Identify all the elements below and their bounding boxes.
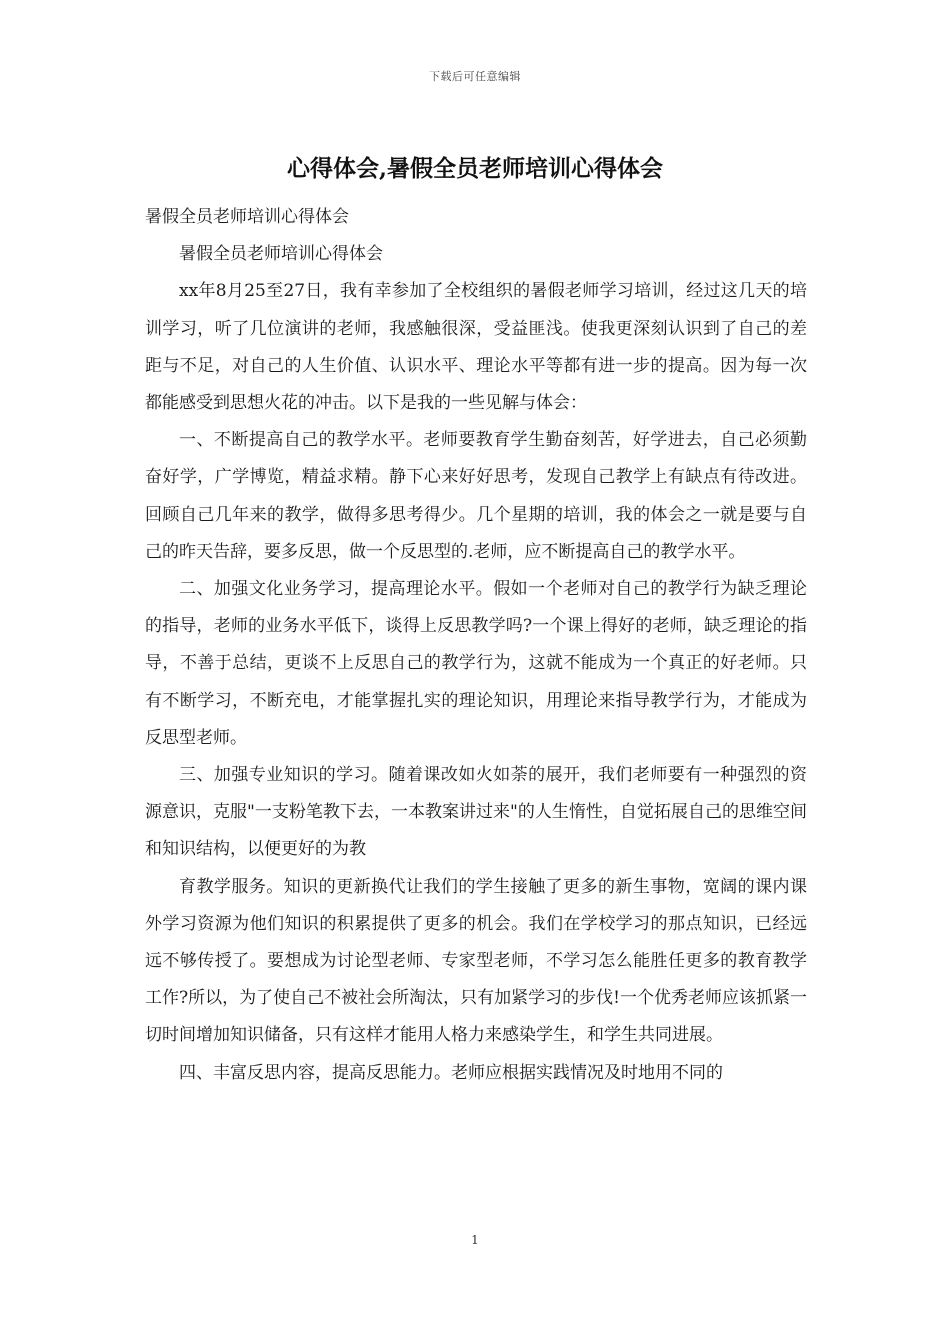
subtitle-paragraph: 暑假全员老师培训心得体会: [145, 207, 349, 227]
body-paragraph: 二、加强文化业务学习，提高理论水平。假如一个老师对自己的教学行为缺乏理论的指导，老师的业务水平低下，谈得上反思教学吗?一个课上得好的老师，缺乏理论的指导，不善于总结，更谈不上反思自己的教学行为，这就不能成为一个真正的好老师。只有不断学习，不断充电，才能掌握扎实的理论知识，用理论来指导教学行为，才能成为反思型老师。: [145, 579, 807, 748]
page-header-note: 下载后可任意编辑: [429, 70, 521, 83]
body-paragraph: xx年8月25至27日，我有幸参加了全校组织的暑假老师学习培训，经过这几天的培训学习，听了几位演讲的老师，我感触很深，受益匪浅。使我更深刻认识到了自己的差距与不足，对自己的人生价值、认识水平、理论水平等都有进一步的提高。因为每一次都能感受到思想火花的冲击。以下是我的一些见解与体会：: [145, 281, 807, 414]
document-body: [145, 199, 807, 1092]
body-paragraph: 三、加强专业知识的学习。随着课改如火如荼的展开，我们老师要有一种强烈的资源意识，克服"一支粉笔教下去，一本教案讲过来"的人生惰性，自觉拓展自己的思维空间和知识结构，以便更好的为教: [145, 765, 807, 860]
page-number: 1: [471, 1233, 479, 1247]
body-paragraph: 育教学服务。知识的更新换代让我们的学生接触了更多的新生事物，宽阔的课内课外学习资源为他们知识的积累提供了更多的机会。我们在学校学习的那点知识，已经远远不够传授了。要想成为讨论型老师、专家型老师，不学习怎么能胜任更多的教育教学工作?所以，为了使自己不被社会所淘汰，只有加紧学习的步伐!一个优秀老师应该抓紧一切时间增加知识储备，只有这样才能用人格力来感染学生，和学生共同进展。: [145, 876, 807, 1046]
document-title: 心得体会,暑假全员老师培训心得体会: [286, 155, 663, 182]
body-paragraph: 一、不断提高自己的教学水平。老师要教育学生勤奋刻苦，好学进去，自己必须勤奋好学，广学博览，精益求精。静下心来好好思考，发现自己教学上有缺点有待改进。回顾自己几年来的教学，做得多思考得少。几个星期的培训，我的体会之一就是要与自己的昨天告辞，要多反思，做一个反思型的.老师，应不断提高自己的教学水平。: [145, 430, 807, 562]
body-paragraph: 暑假全员老师培训心得体会: [179, 244, 383, 265]
body-paragraph: 四、丰富反思内容，提高反思能力。老师应根据实践情况及时地用不同的: [179, 1062, 723, 1083]
